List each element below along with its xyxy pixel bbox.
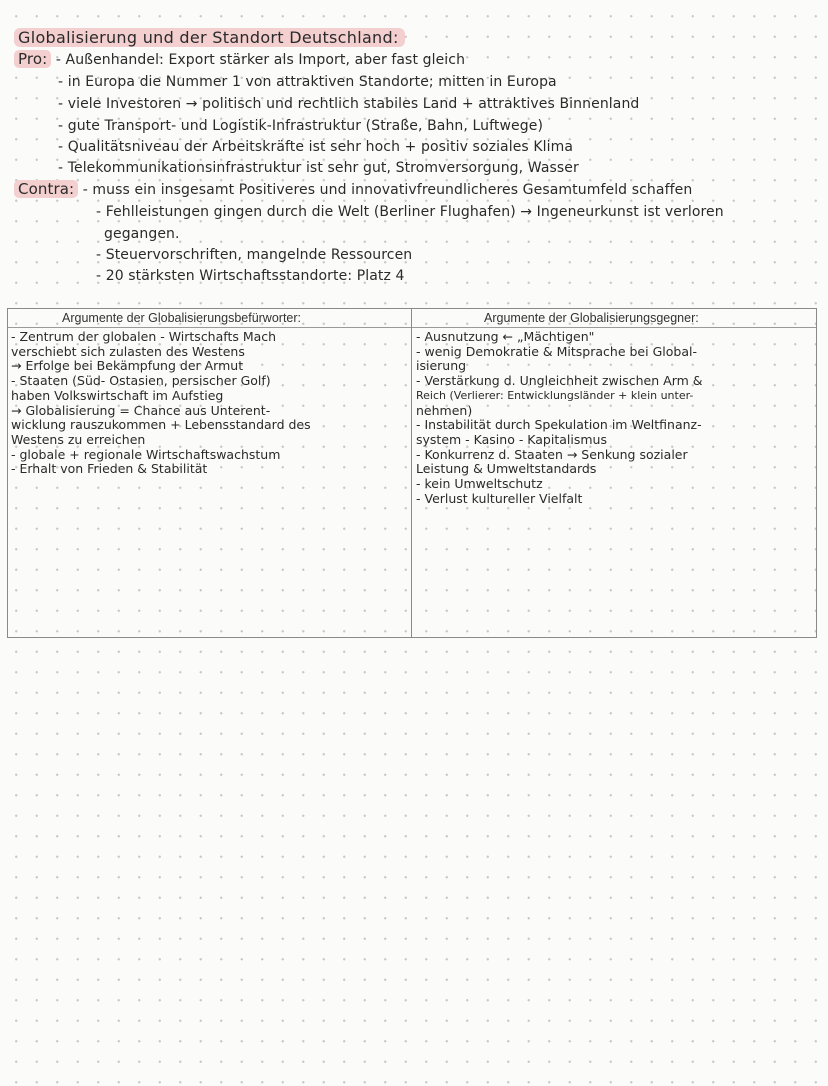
arguments-table xyxy=(7,308,817,638)
contra-first-item: - muss ein insgesamt Positiveres und innovativfreundlicheres Gesamtumfeld schaffen xyxy=(82,182,693,198)
pro-item: - in Europa die Nummer 1 von attraktiven Standorte; mitten in Europa xyxy=(58,74,557,90)
pro-item: - Telekommunikationsinfrastruktur ist sehr gut, Stromversorgung, Wasser xyxy=(58,160,579,176)
table-row: system - Kasino - Kapitalismus xyxy=(416,431,607,447)
table-row: - Ausnutzung ← „Mächtigen" xyxy=(416,329,595,344)
contra-item: - 20 stärksten Wirtschaftsstandorte: Platz 4 xyxy=(96,268,405,284)
pro-section xyxy=(14,50,465,68)
table-row: - Instabilität durch Spekulation im Weltfinanz- xyxy=(416,417,702,433)
table-row: - Staaten (Süd- Ostasien, persischer Golf) xyxy=(11,373,271,389)
table-row: → Globalisierung = Chance aus Unterent- xyxy=(11,402,271,418)
table-row: - Konkurrenz d. Staaten → Senkung sozialer xyxy=(416,446,688,462)
pro-label: Pro: xyxy=(14,50,51,68)
table-row: isierung xyxy=(416,358,467,374)
contra-label: Contra: xyxy=(14,180,78,198)
pro-item: - viele Investoren → politisch und rechtlich stabiles Land + attraktives Binnenland xyxy=(58,96,640,112)
table-row: - kein Umweltschutz xyxy=(416,476,543,492)
table-row: Reich (Verlierer: Entwicklungsländer + klein unter- xyxy=(416,388,694,402)
pro-item: - gute Transport- und Logistik-Infrastruktur (Straße, Bahn, Luftwege) xyxy=(58,118,544,134)
header-separator xyxy=(8,327,816,328)
table-row: haben Volkswirtschaft im Aufstieg xyxy=(11,387,224,403)
pro-first-item: - Außenhandel: Export stärker als Import, aber fast gleich xyxy=(55,52,466,68)
table-row: - Zentrum der globalen - Wirtschafts Mach xyxy=(11,329,277,344)
table-row: → Erfolge bei Bekämpfung der Armut xyxy=(11,358,244,374)
table-row: nehmen) xyxy=(416,402,473,418)
page-title: Globalisierung und der Standort Deutschland: xyxy=(14,28,405,47)
table-row: - wenig Demokratie & Mitsprache bei Global- xyxy=(416,343,697,359)
contra-item: - Fehlleistungen gingen durch die Welt (Berliner Flughafen) → Ingeneurkunst ist verloren xyxy=(96,204,724,220)
table-row: wicklung rauszukommen + Lebensstandard des xyxy=(11,417,311,433)
table-row: Leistung & Umweltstandards xyxy=(416,461,597,477)
table-row: Westens zu erreichen xyxy=(11,431,146,447)
pro-item: - Qualitätsniveau der Arbeitskräfte ist sehr hoch + positiv soziales Klima xyxy=(58,139,574,155)
table-row: - Verlust kultureller Vielfalt xyxy=(416,490,583,506)
left-column-header: Argumente der Globalisierungsbefürworter: xyxy=(62,311,302,325)
table-row: - globale + regionale Wirtschaftswachstum xyxy=(11,446,281,462)
contra-section xyxy=(14,180,692,198)
table-row: - Verstärkung d. Ungleichheit zwischen Arm & xyxy=(416,373,703,389)
table-row: - Erhalt von Frieden & Stabilität xyxy=(11,461,208,477)
contra-item: - Steuervorschriften, mangelnde Ressourcen xyxy=(96,247,413,263)
table-row: verschiebt sich zulasten des Westens xyxy=(11,343,245,359)
right-column-header: Argumente der Globalisierungsgegner: xyxy=(484,311,699,325)
opponents-column xyxy=(416,330,814,506)
proponents-column xyxy=(11,330,409,477)
column-divider xyxy=(411,309,412,637)
contra-item: gegangen. xyxy=(104,226,180,242)
